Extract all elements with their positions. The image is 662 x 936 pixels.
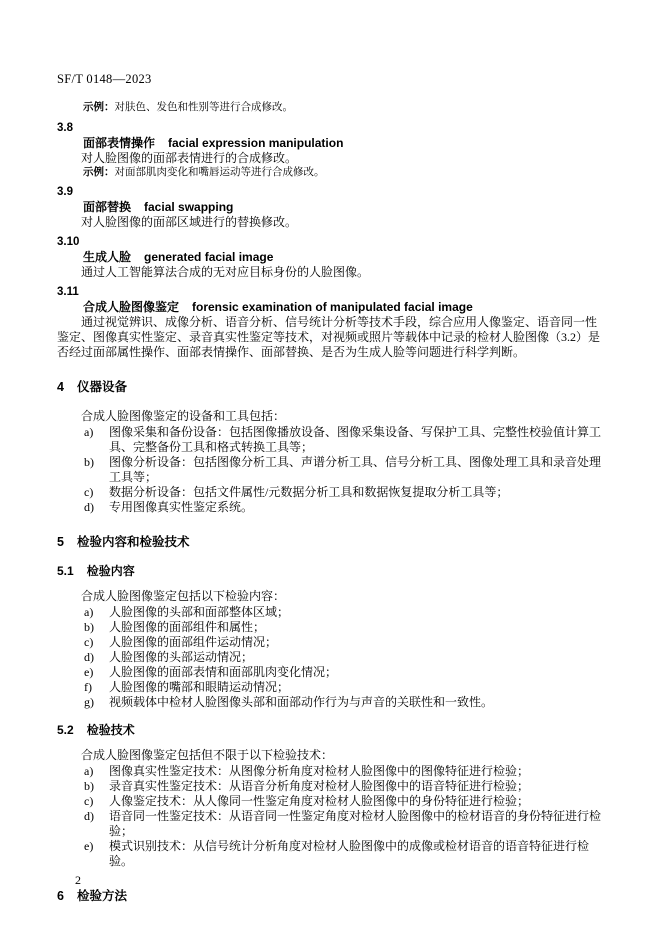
example-label: 示例：: [83, 166, 115, 178]
list-item: [57, 620, 605, 635]
section-intro: 合成人脸图像鉴定包括但不限于以下检验技术：: [81, 748, 334, 762]
list-item: [57, 794, 605, 809]
list-item-label: e): [84, 839, 94, 853]
list-item-label: f): [84, 680, 92, 694]
term-zh: 面部表情操作: [83, 135, 156, 150]
list-item-label: d): [84, 650, 94, 664]
list-item-text: 视频载体中检材人脸图像头部和面部动作行为与声音的关联性和一致性。: [109, 695, 494, 709]
example-note: [57, 101, 605, 116]
section-heading-5: [57, 535, 605, 550]
section-number: 6: [57, 889, 64, 903]
list-item-text: 录音真实性鉴定技术：从语音分析角度对检材人脸图像中的语音特征进行检验；: [109, 779, 530, 793]
list-item: [57, 839, 605, 869]
section-number: 5: [57, 535, 64, 549]
section-title: 检验内容: [86, 564, 135, 578]
section-number: 5.2: [57, 723, 74, 737]
list-item-text: 人脸图像的面部组件运动情况；: [109, 635, 278, 649]
list-item-text: 图像分析设备：包括图像分析工具、声谱分析工具、信号分析工具、图像处理工具和录音处理工具等；: [109, 455, 602, 484]
list-item-text: 数据分析设备：包括文件属性/元数据分析工具和数据恢复提取分析工具等；: [109, 485, 509, 499]
term-entry: [57, 121, 605, 181]
list-item: [57, 605, 605, 620]
term-definition: 通过视觉辨识、成像分析、语音分析、信号统计分析等技术手段，综合应用人像鉴定、语音同一性鉴定、图像真实性鉴定、录音真实性鉴定等技术，对视频或照片等载体中记录的检材人脸图像（3.2）是否经过面部属性操作、面部表情操作、面部替换、是否为生成人脸等问题进行科学判断。: [57, 315, 601, 359]
list-item: [57, 665, 605, 680]
list-item-text: 模式识别技术：从信号统计分析角度对检材人脸图像中的成像或检材语音的语音特征进行检验。: [109, 839, 590, 868]
clause-number: 3.8: [57, 121, 73, 134]
term-en: generated facial image: [144, 250, 274, 264]
term-zh: 合成人脸图像鉴定: [83, 300, 180, 314]
example-text: 对肤色、发色和性别等进行合成修改。: [114, 102, 293, 113]
section-heading-5-2: [57, 723, 605, 738]
section-title: 检验技术: [86, 723, 135, 737]
list-item-label: a): [84, 605, 94, 619]
term-definition: 通过人工智能算法合成的无对应目标身份的人脸图像。: [81, 265, 370, 279]
list-item-text: 人脸图像的嘴部和眼睛运动情况；: [109, 680, 290, 694]
term-zh: 生成人脸: [83, 250, 132, 264]
example-note: [57, 166, 605, 181]
list-item-text: 人脸图像的头部和面部整体区域；: [109, 605, 290, 619]
list-item-text: 图像真实性鉴定技术：从图像分析角度对检材人脸图像中的图像特征进行检验；: [109, 764, 530, 778]
list-item-text: 专用图像真实性鉴定系统。: [109, 500, 254, 514]
list-item: [57, 425, 605, 455]
term-title: [57, 300, 605, 315]
list-item-label: d): [84, 809, 94, 823]
list-item: [57, 779, 605, 794]
equipment-list: [57, 425, 605, 515]
term-title: [57, 136, 605, 151]
list-item-label: b): [84, 455, 94, 469]
doc-number: SF/T 0148—2023: [57, 72, 152, 86]
section-title: 检验方法: [76, 889, 127, 903]
term-title: [57, 250, 605, 265]
list-item: [57, 650, 605, 665]
list-item-label: c): [84, 635, 94, 649]
section-number: 5.1: [57, 564, 74, 578]
section-heading-5-1: [57, 564, 605, 579]
list-item: [57, 809, 605, 839]
section-intro: 合成人脸图像鉴定的设备和工具包括：: [81, 409, 286, 423]
list-item-label: a): [84, 764, 94, 778]
section-intro: 合成人脸图像鉴定包括以下检验内容：: [81, 589, 286, 603]
example-label: 示例：: [83, 102, 115, 113]
list-item-label: b): [84, 779, 94, 793]
section-heading-4: [57, 380, 605, 395]
list-item-label: a): [84, 425, 94, 439]
term-entry: [57, 235, 605, 280]
list-item: [57, 485, 605, 500]
list-item: [57, 500, 605, 515]
term-en: facial swapping: [144, 200, 234, 214]
clause-number: 3.9: [57, 186, 73, 198]
term-en: forensic examination of manipulated facial image: [192, 300, 473, 314]
clause-number: 3.10: [57, 236, 80, 248]
list-item: [57, 635, 605, 650]
list-item-label: g): [84, 695, 94, 709]
list-item-text: 人脸图像的头部运动情况；: [109, 650, 254, 664]
list-item-label: c): [84, 794, 94, 808]
list-item-label: e): [84, 665, 94, 679]
list-item: [57, 695, 605, 710]
list-item-text: 人脸图像的面部组件和属性；: [109, 620, 266, 634]
list-item: [57, 680, 605, 695]
term-entry: [57, 185, 605, 230]
section-number: 4: [57, 380, 64, 394]
section-heading-6: [57, 889, 605, 904]
list-item: [57, 455, 605, 485]
inspection-content-list: [57, 605, 605, 710]
page-number: 2: [75, 873, 81, 887]
term-en: facial expression manipulation: [168, 135, 344, 150]
term-definition: 对人脸图像的面部表情进行的合成修改。: [81, 150, 298, 165]
list-item: [57, 764, 605, 779]
list-item-text: 图像采集和备份设备：包括图像播放设备、图像采集设备、写保护工具、完整性校验值计算工具、完整备份工具和格式转换工具等；: [109, 425, 602, 454]
list-item-label: d): [84, 500, 94, 514]
section-title: 检验内容和检验技术: [76, 535, 190, 549]
term-definition: 对人脸图像的面部区域进行的替换修改。: [81, 215, 298, 229]
term-entry: [57, 285, 605, 360]
clause-number: 3.11: [57, 286, 79, 298]
inspection-technique-list: [57, 764, 605, 869]
list-item-label: b): [84, 620, 94, 634]
list-item-label: c): [84, 485, 94, 499]
list-item-text: 人像鉴定技术：从人像同一性鉴定角度对检材人脸图像中的身份特征进行检验；: [109, 794, 530, 808]
example-text: 对面部肌肉变化和嘴唇运动等进行合成修改。: [114, 166, 325, 178]
term-title: [57, 200, 605, 215]
list-item-text: 语音同一性鉴定技术：从语音同一性鉴定角度对检材人脸图像中的检材语音的身份特征进行检验；: [109, 809, 602, 838]
term-zh: 面部替换: [83, 200, 132, 214]
section-title: 仪器设备: [76, 380, 127, 394]
list-item-text: 人脸图像的面部表情和面部肌肉变化情况；: [109, 665, 338, 679]
